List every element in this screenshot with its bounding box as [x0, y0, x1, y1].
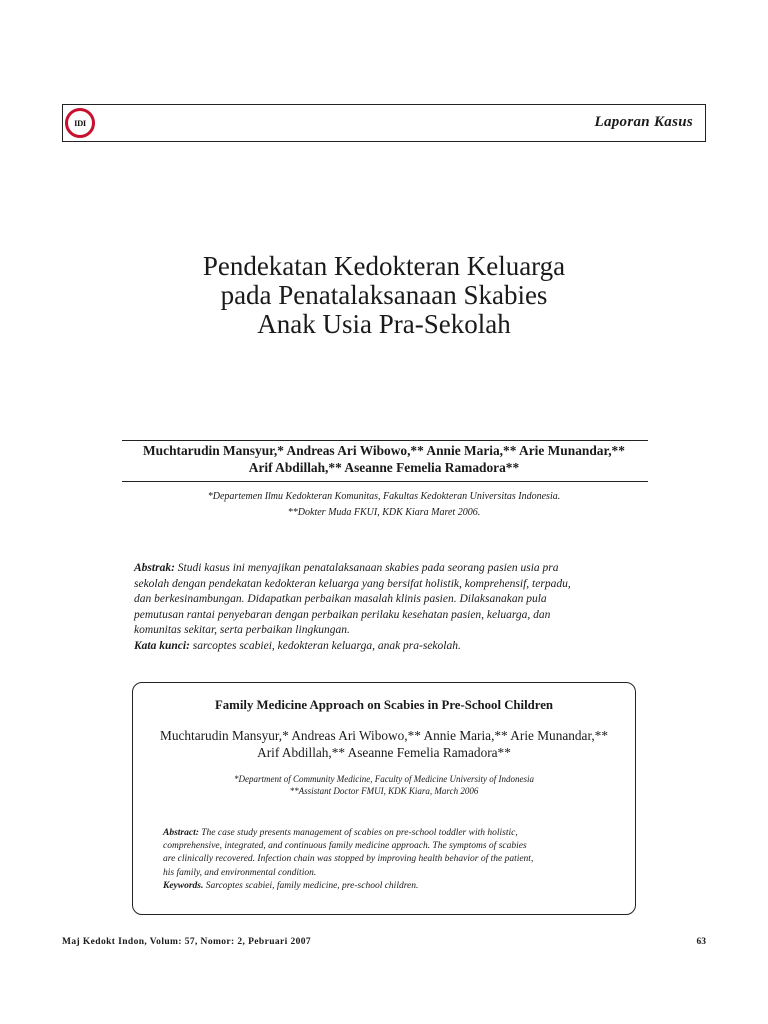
- english-abstract: [163, 827, 611, 893]
- logo-text: IDI: [74, 118, 86, 128]
- english-title: Family Medicine Approach on Scabies in Pre-School Children: [214, 698, 554, 712]
- keywords: sarcoptes scabiei, kedokteran keluarga, anak pra-sekolah.: [189, 639, 461, 652]
- affiliation-line: *Departemen Ilmu Kedokteran Komunitas, Fakultas Kedokteran Universitas Indonesia.: [207, 491, 561, 502]
- english-abstract-box: [132, 682, 636, 915]
- article-title: [0, 252, 768, 339]
- english-authors-line: Arif Abdillah,** Aseanne Femelia Ramadora**: [257, 745, 511, 760]
- journal-header-box: [62, 104, 706, 142]
- affiliations: [100, 489, 668, 521]
- abstract-line: sekolah dengan pendekatan kedokteran keluarga yang bersifat holistik, komprehensif, terpadu,: [134, 577, 571, 590]
- abstract-line: komunitas sekitar, serta perbaikan lingkungan.: [134, 624, 350, 636]
- english-authors-line: Muchtarudin Mansyur,* Andreas Ari Wibowo,** Annie Maria,** Arie Munandar,**: [160, 728, 608, 743]
- english-affiliations: [133, 773, 635, 797]
- journal-citation: Maj Kedokt Indon, Volum: 57, Nomor: 2, Pebruari 2007: [62, 937, 312, 947]
- english-authors: [133, 727, 635, 761]
- english-keywords: Sarcoptes scabiei, family medicine, pre-school children.: [203, 880, 419, 891]
- keywords-label: Kata kunci:: [134, 639, 190, 652]
- authors-top-rule: [122, 440, 648, 441]
- abstract-label: Abstrak:: [134, 562, 175, 574]
- english-abstract-line: his family, and environmental condition.: [163, 867, 317, 878]
- title-line: Anak Usia Pra-Sekolah: [257, 309, 511, 339]
- page-number: 63: [696, 937, 706, 947]
- english-abstract-line: are clinically recovered. Infection chain was stopped by improving health behavior of the patient,: [163, 854, 534, 865]
- abstract-line: Studi kasus ini menyajikan penatalaksanaan skabies pada seorang pasien usia pra: [174, 562, 559, 574]
- english-abstract-line: The case study presents management of scabies on pre-school toddler with holistic,: [198, 828, 518, 838]
- english-affiliation-line: **Assistant Doctor FMUI, KDK Kiara, March 2006: [289, 786, 479, 796]
- authors: [100, 442, 668, 476]
- abstract-line: pemutusan rantai penyebaran dengan perbaikan perilaku kesehatan pasien, keluarga, dan: [134, 608, 551, 621]
- authors-bottom-rule: [122, 481, 648, 482]
- english-abstract-label: Abstract:: [163, 828, 199, 838]
- affiliation-line: **Dokter Muda FKUI, KDK Kiara Maret 2006.: [287, 507, 481, 518]
- title-line: Pendekatan Kedokteran Keluarga: [202, 251, 566, 281]
- title-line: pada Penatalaksanaan Skabies: [220, 280, 548, 310]
- authors-line: Muchtarudin Mansyur,* Andreas Ari Wibowo,** Annie Maria,** Arie Munandar,**: [143, 443, 625, 458]
- section-label: Laporan Kasus: [594, 114, 693, 130]
- abstract-line: dan berkesinambungan. Didapatkan perbaikan masalah klinis pasien. Dilaksanakan pula: [134, 593, 547, 605]
- idi-logo-icon: [65, 108, 95, 138]
- english-abstract-line: comprehensive, integrated, and continuous family medicine approach. The symptoms of scabies: [163, 841, 527, 852]
- english-keywords-label: Keywords.: [163, 880, 204, 891]
- english-affiliation-line: *Department of Community Medicine, Faculty of Medicine University of Indonesia: [234, 774, 534, 784]
- authors-line: Arif Abdillah,** Aseanne Femelia Ramadora**: [248, 460, 520, 475]
- abstract-indonesian: [134, 561, 634, 654]
